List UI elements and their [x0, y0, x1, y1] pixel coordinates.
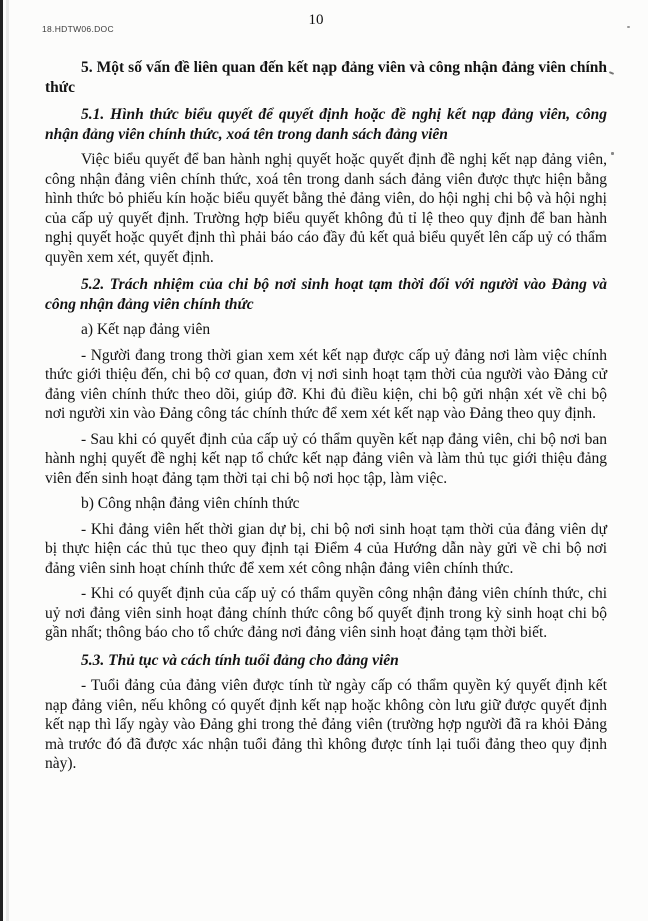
- paragraph: - Sau khi có quyết định của cấp uỷ có thẩm quyền kết nạp đảng viên, chi bộ nơi ban hành nghị quyết đề nghị kết nạp tổ chức kết nạp đảng viên và làm thủ tục giới thiệu đảng viên đến sinh hoạt đảng tạm thời tại chi bộ nơi học tập, làm việc.: [45, 430, 607, 487]
- document-page-body: [45, 50, 607, 774]
- section-heading-5: 5. Một số vấn đề liên quan đến kết nạp đảng viên và công nhận đảng viên chính thức: [45, 59, 607, 96]
- paragraph: - Khi đảng viên hết thời gian dự bị, chi bộ nơi sinh hoạt tạm thời của đảng viên dự bị thực hiện các thủ tục theo quy định tại Điểm 4 của Hướng dẫn này gửi về chi bộ nơi đảng viên sinh hoạt chính thức để xem xét công nhận đảng viên chính thức.: [45, 520, 607, 577]
- page-number: 10: [308, 12, 324, 28]
- scan-speck: [611, 152, 614, 155]
- paragraph: - Người đang trong thời gian xem xét kết nạp được cấp uỷ đảng nơi làm việc chính thức giới thiệu đến, chi bộ cơ quan, đơn vị nơi sinh hoạt tạm thời của người vào Đảng cử đảng viên chính thức theo dõi, giúp đỡ. Khi đủ điều kiện, chi bộ gửi nhận xét về chi bộ nơi người xin vào Đảng công tác chính thức để xem xét kết nạp vào Đảng theo quy định.: [45, 346, 607, 422]
- scan-left-edge-shadow: [6, 0, 9, 921]
- section-heading-5-1: 5.1. Hình thức biểu quyết để quyết định hoặc đề nghị kết nạp đảng viên, công nhận đảng viên chính thức, xoá tên trong danh sách đảng viên: [45, 106, 607, 143]
- document-filename-label: 18.HDTW06.DOC: [42, 24, 114, 34]
- section-heading-5-2: 5.2. Trách nhiệm của chi bộ nơi sinh hoạt tạm thời đối với người vào Đảng và công nhận đảng viên chính thức: [45, 276, 607, 313]
- subsection-label-b: b) Công nhận đảng viên chính thức: [81, 495, 300, 512]
- subsection-label-a: a) Kết nạp đảng viên: [81, 321, 211, 338]
- paragraph: Việc biểu quyết để ban hành nghị quyết hoặc quyết định đề nghị kết nạp đảng viên, công nhận đảng viên chính thức, xoá tên trong danh sách đảng viên được thực hiện bằng hình thức bỏ phiếu kín hoặc biểu quyết bằng thẻ đảng viên, do hội nghị chi bộ và hội nghị của cấp uỷ quyết định. Trường hợp biểu quyết không đủ tỉ lệ theo quy định để ban hành nghị quyết hoặc quyết định thì phải báo cáo đầy đủ kết quả biểu quyết lên cấp uỷ có thẩm quyền xem xét, quyết định.: [45, 151, 607, 266]
- scan-left-edge-line: [0, 0, 3, 921]
- paragraph: - Tuổi đảng của đảng viên được tính từ ngày cấp có thẩm quyền ký quyết định kết nạp đảng viên, nếu không có quyết định kết nạp hoặc không còn lưu giữ được quyết định kết nạp thì lấy ngày vào Đảng ghi trong thẻ đảng viên (trường hợp người đã ra khỏi Đảng mà trước đó đã được xác nhận tuổi đảng thì không được tính lại tuổi đảng theo quy định này).: [45, 677, 607, 772]
- scan-speck: [609, 71, 614, 75]
- paragraph: - Khi có quyết định của cấp uỷ có thẩm quyền công nhận đảng viên chính thức, chi uỷ nơi đảng viên sinh hoạt đảng chính thức công bố quyết định trong kỳ sinh hoạt chi bộ gần nhất; thông báo cho tổ chức đảng nơi đảng viên sinh hoạt đảng tạm thời biết.: [45, 585, 607, 641]
- section-heading-5-3: 5.3. Thủ tục và cách tính tuổi đảng cho đảng viên: [81, 651, 399, 669]
